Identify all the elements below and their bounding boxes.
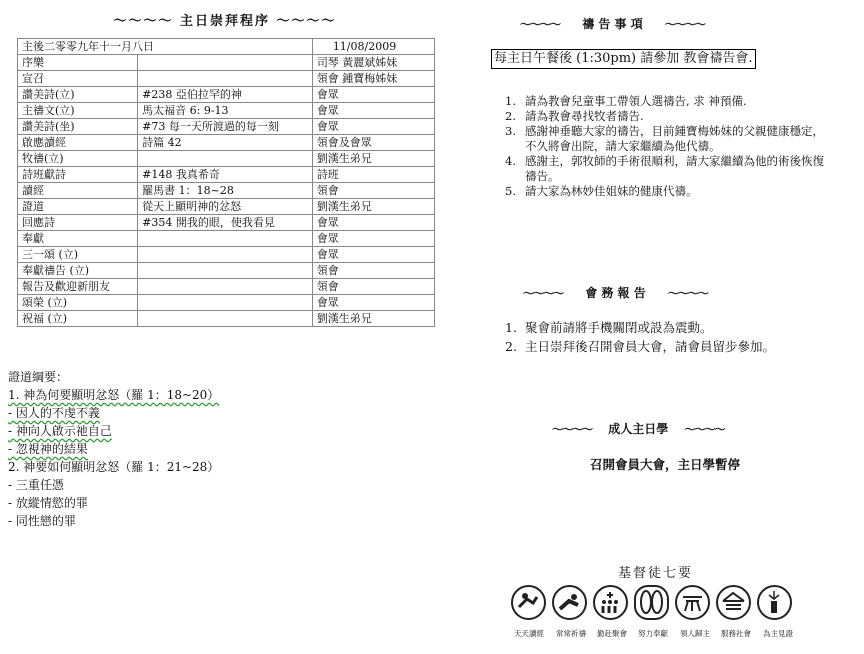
- table-cell-item: 宣召: [18, 71, 138, 87]
- essential-caption: 服務社會: [721, 629, 751, 638]
- essential-caption: 常常祈禱: [556, 629, 586, 638]
- table-row: [18, 279, 435, 295]
- table-cell-item: 奉獻禱告 (立): [18, 263, 138, 279]
- worship-order-title: ～～～～ 主日崇拜程序 ～～～～: [113, 14, 337, 29]
- reports-heading: 會 務 報 告: [585, 286, 646, 300]
- sermon-outline: [8, 368, 219, 530]
- list-item: 5. 請大家為林妙佳姐妹的健康代禱。: [505, 184, 698, 198]
- worship-order-table: [17, 38, 435, 327]
- table-row: [18, 119, 435, 135]
- reports-list: [505, 318, 835, 356]
- table-row: [18, 295, 435, 311]
- table-cell-person: 會眾: [312, 103, 434, 119]
- table-cell-content: [138, 151, 313, 167]
- table-cell-person: 劉漢生弟兄: [312, 311, 434, 327]
- table-cell-person: 領會及會眾: [312, 135, 434, 151]
- outline-heading: 證道綱要：: [8, 370, 69, 384]
- table-cell-person: 領會: [312, 263, 434, 279]
- list-item: 2. 主日崇拜後召開會員大會，請會員留步參加。: [505, 339, 776, 354]
- table-cell-person: 詩班: [312, 167, 434, 183]
- bible-reading-icon: [511, 585, 546, 620]
- table-row: [18, 183, 435, 199]
- table-header-row: [18, 39, 435, 55]
- reports-heading-row: ～～～～ 會 務 報 告 ～～～～: [523, 286, 708, 300]
- table-cell-content: #354 開我的眼，使我看見: [138, 215, 313, 231]
- table-cell-item: 報告及歡迎新朋友: [18, 279, 138, 295]
- table-cell-content: 詩篇 42: [138, 135, 313, 151]
- table-cell-item: 主禱文(立): [18, 103, 138, 119]
- prayer-meeting-banner: 每主日午餐後 (1:30pm) 請參加 教會禱告會.: [491, 49, 756, 69]
- outline-line: - 神向人啟示祂自己: [8, 424, 112, 438]
- table-cell-content: [138, 295, 313, 311]
- table-cell-content: #238 亞伯拉罕的神: [138, 87, 313, 103]
- list-item: 1. 聚會前請將手機關閉或設為震動。: [505, 320, 713, 335]
- table-cell-content: [138, 71, 313, 87]
- outline-line: - 忽視神的結果: [8, 442, 88, 456]
- essential-caption: 天天讀經: [514, 629, 544, 638]
- outline-line: - 同性戀的罪: [8, 514, 76, 528]
- table-cell-item: 啟應讀經: [18, 135, 138, 151]
- table-row: [18, 55, 435, 71]
- table-cell-item: 讚美詩(立): [18, 87, 138, 103]
- table-cell-item: 讀經: [18, 183, 138, 199]
- list-item: 1. 請為教會兒童事工帶領人選禱告, 求 神預備.: [505, 94, 747, 108]
- community-service-icon: [716, 585, 751, 620]
- table-row: [18, 199, 435, 215]
- outline-line: - 放縱情慾的罪: [8, 496, 88, 510]
- table-cell-person: 司琴 黃麗斌姊妹: [312, 55, 434, 71]
- essential-caption: 領人歸主: [680, 629, 710, 638]
- table-cell-person: 領會 鍾寶梅姊妹: [312, 71, 434, 87]
- list-item: 2. 請為教會尋找牧者禱告.: [505, 109, 644, 123]
- table-cell-item: 讚美詩(坐): [18, 119, 138, 135]
- prayer-heading-row: ～～～～ 禱 告 事 項 ～～～～: [520, 17, 705, 31]
- outline-line: 2. 神要如何顯明忿怒（羅 1：21~28）: [8, 460, 220, 474]
- offering-icon: [634, 585, 669, 620]
- essential-caption: 勤赴聚會: [597, 629, 627, 638]
- sunday-school-heading-row: ～～～～ 成人主日學 ～～～～: [552, 422, 725, 436]
- table-row: [18, 215, 435, 231]
- table-cell-person: 劉漢生弟兄: [312, 151, 434, 167]
- table-cell-content: #148 我真希奇: [138, 167, 313, 183]
- table-row: [18, 311, 435, 327]
- table-cell-item: 回應詩: [18, 215, 138, 231]
- table-cell-person: 會眾: [312, 231, 434, 247]
- essential-caption: 為主見證: [763, 629, 793, 638]
- list-item: 3. 感謝神垂聽大家的禱告，目前鍾寶梅姊妹的父親健康穩定，不久將會出院，請大家繼續為他代禱。: [505, 124, 824, 153]
- table-cell-content: 從天上顯明神的忿怒: [138, 199, 313, 215]
- prayer-icon: [552, 585, 587, 620]
- list-item: 4. 感謝主，郭牧師的手術很順利，請大家繼續為他的術後恢復禱告。: [505, 154, 824, 183]
- table-row: [18, 135, 435, 151]
- table-row: [18, 87, 435, 103]
- table-row: [18, 231, 435, 247]
- table-cell-person: 劉漢生弟兄: [312, 199, 434, 215]
- prayer-list: [505, 94, 830, 199]
- table-row: [18, 71, 435, 87]
- table-cell-item: 奉獻: [18, 231, 138, 247]
- outline-line: 1. 神為何要顯明忿怒（羅 1：18~20）: [8, 388, 220, 402]
- sunday-school-note: 召開會員大會，主日學暫停: [590, 457, 741, 472]
- table-cell-person: 領會: [312, 279, 434, 295]
- table-cell-content: 羅馬書 1：18~28: [138, 183, 313, 199]
- table-cell-item: 序樂: [18, 55, 138, 71]
- table-row: [18, 151, 435, 167]
- table-cell-person: 領會: [312, 183, 434, 199]
- table-cell-person: 會眾: [312, 247, 434, 263]
- table-cell-person: 會眾: [312, 87, 434, 103]
- table-cell-item: 證道: [18, 199, 138, 215]
- table-cell-content: #73 每一天所渡過的每一刻: [138, 119, 313, 135]
- seven-essentials-title: 基督徒七要: [618, 566, 694, 581]
- table-row: [18, 263, 435, 279]
- sunday-school-heading: 成人主日學: [608, 422, 669, 436]
- table-cell-content: [138, 311, 313, 327]
- table-row: [18, 167, 435, 183]
- table-cell-person: 會眾: [312, 295, 434, 311]
- table-cell-item: 頌榮 (立): [18, 295, 138, 311]
- table-cell-person: 會眾: [312, 119, 434, 135]
- table-cell-content: [138, 231, 313, 247]
- outline-line: - 因人的不虔不義: [8, 406, 100, 420]
- date-numeric: 11/08/2009: [312, 39, 434, 55]
- table-cell-content: 馬太福音 6: 9-13: [138, 103, 313, 119]
- essential-caption: 努力奉獻: [638, 629, 668, 638]
- table-row: [18, 103, 435, 119]
- table-row: [18, 247, 435, 263]
- table-cell-item: 牧禱(立): [18, 151, 138, 167]
- table-cell-content: [138, 247, 313, 263]
- witness-icon: [757, 585, 792, 620]
- table-cell-content: [138, 55, 313, 71]
- outline-line: - 三重任憑: [8, 478, 64, 492]
- prayer-heading: 禱 告 事 項: [582, 17, 643, 31]
- church-attendance-icon: [593, 585, 628, 620]
- table-cell-item: 詩班獻詩: [18, 167, 138, 183]
- table-cell-item: 三一頌 (立): [18, 247, 138, 263]
- table-cell-person: 會眾: [312, 215, 434, 231]
- date-chinese: 主後二零零九年十一月八日: [18, 39, 313, 55]
- table-cell-item: 祝福 (立): [18, 311, 138, 327]
- table-cell-content: [138, 279, 313, 295]
- table-cell-content: [138, 263, 313, 279]
- evangelism-icon: [675, 585, 710, 620]
